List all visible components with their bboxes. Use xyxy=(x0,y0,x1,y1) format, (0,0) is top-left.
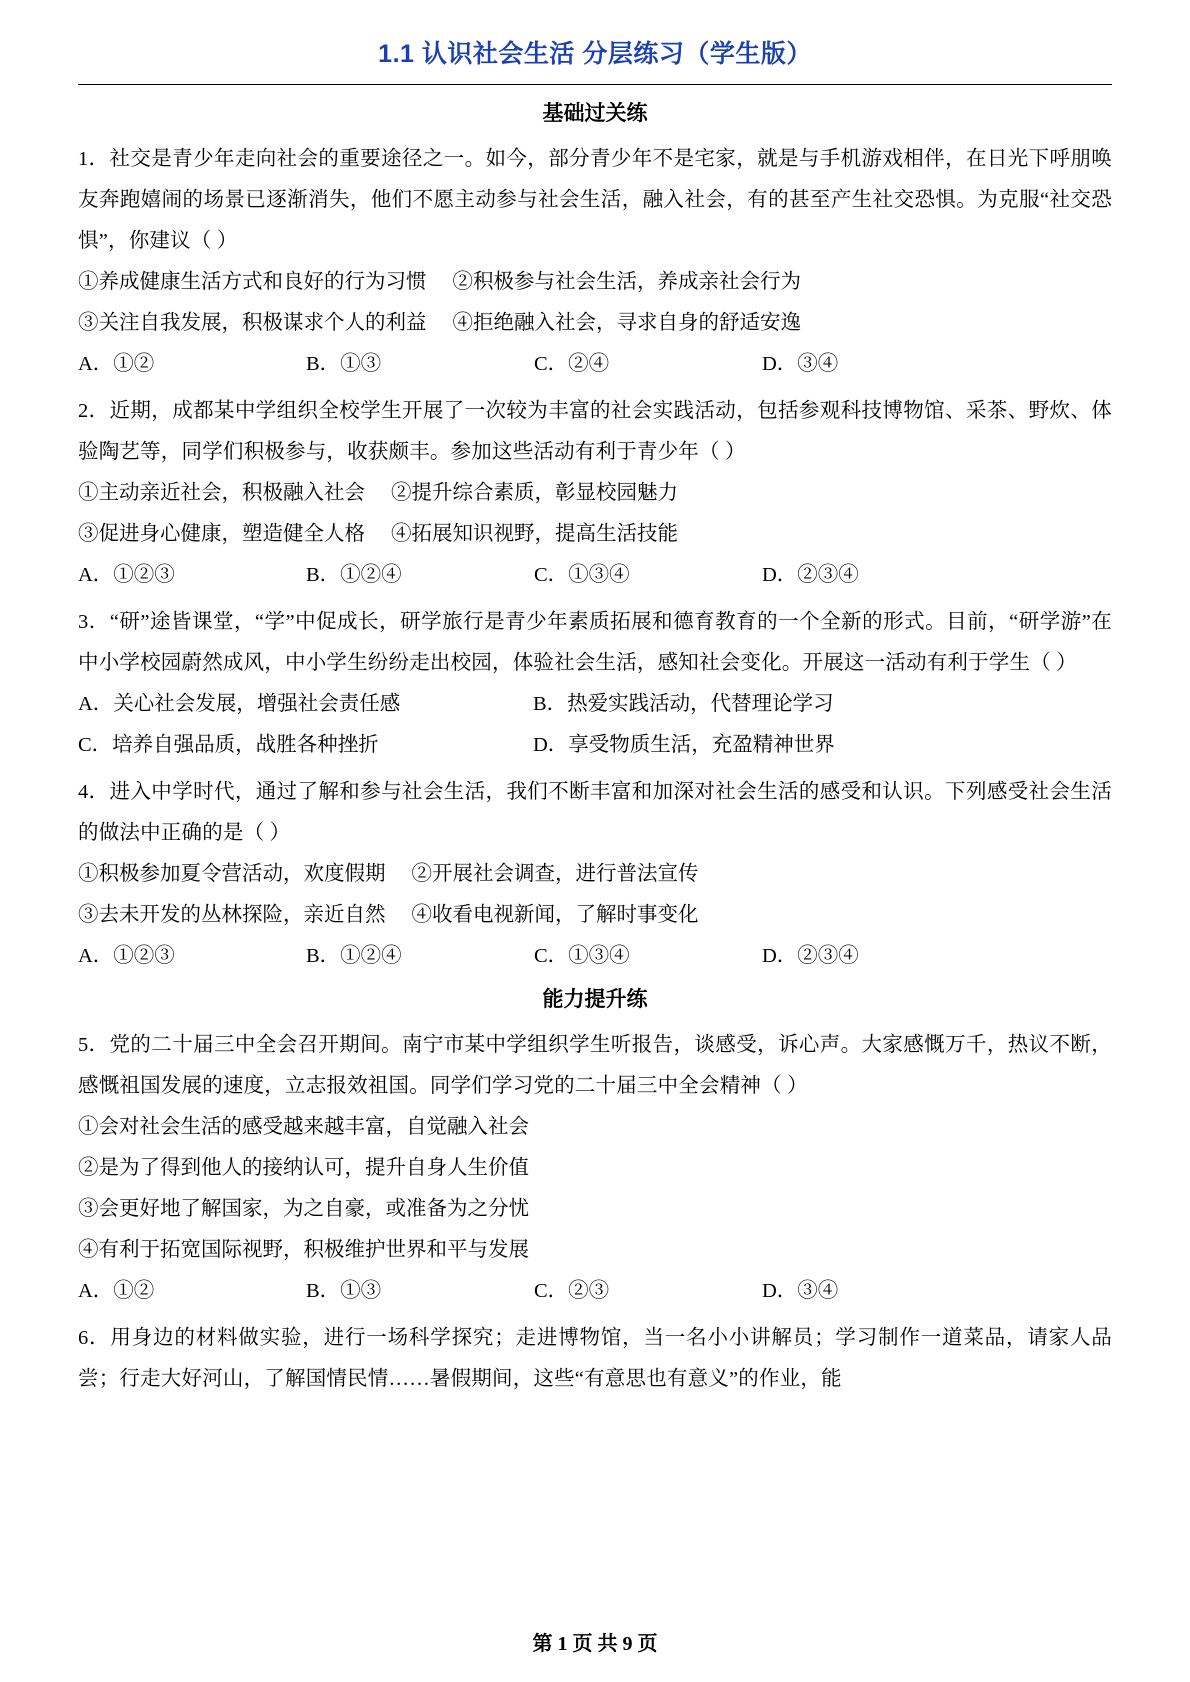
option-b[interactable]: B．①③ xyxy=(306,353,382,375)
subopt-right: ②提升综合素质，彰显校园魅力 xyxy=(391,482,678,504)
question-5 xyxy=(78,1025,1112,1312)
page-footer xyxy=(0,1627,1190,1656)
footer-page-number: 1 xyxy=(557,1633,568,1655)
option-c[interactable]: C．②④ xyxy=(534,353,610,375)
option-d[interactable]: D．③④ xyxy=(762,1280,839,1302)
subopt-left: ①养成健康生活方式和良好的行为习惯 xyxy=(78,271,427,293)
question-stem: 2．近期，成都某中学组织全校学生开展了一次较为丰富的社会实践活动，包括参观科技博物馆、采茶、野炊、体验陶艺等，同学们积极参与，收获颇丰。参加这些活动有利于青少年（ ） xyxy=(78,400,1112,463)
section-heading-basic: 基础过关练 xyxy=(542,102,648,125)
option-b[interactable]: B．①②④ xyxy=(306,945,402,967)
option-a[interactable]: A．①② xyxy=(78,353,155,375)
question-2 xyxy=(78,391,1112,596)
option-c[interactable]: C．①③④ xyxy=(534,564,630,586)
option-b[interactable]: B．热爱实践活动，代替理论学习 xyxy=(533,693,834,715)
subopt-right: ④拒绝融入社会，寻求自身的舒适安逸 xyxy=(452,312,801,334)
option-d[interactable]: D．②③④ xyxy=(762,945,859,967)
question-options xyxy=(78,1271,1112,1312)
subopt-left: ①积极参加夏令营活动，欢度假期 xyxy=(78,863,386,885)
question-subopt-row xyxy=(78,473,1112,514)
option-c[interactable]: C．②③ xyxy=(534,1280,610,1302)
question-options xyxy=(78,684,1112,725)
question-subopt-row xyxy=(78,514,1112,555)
question-options xyxy=(78,344,1112,385)
question-4 xyxy=(78,772,1112,977)
question-options xyxy=(78,555,1112,596)
title-divider xyxy=(78,84,1112,85)
question-subopt-line: ③会更好地了解国家，为之自豪，或准备为之分忧 xyxy=(78,1198,529,1220)
option-c[interactable]: C．培养自强品质，战胜各种挫折 xyxy=(78,734,379,756)
subopt-left: ③促进身心健康，塑造健全人格 xyxy=(78,523,365,545)
subopt-right: ②开展社会调查，进行普法宣传 xyxy=(411,863,699,885)
option-a[interactable]: A．①② xyxy=(78,1280,155,1302)
question-3 xyxy=(78,602,1112,766)
option-d[interactable]: D．②③④ xyxy=(762,564,859,586)
option-a[interactable]: A．①②③ xyxy=(78,564,175,586)
footer-mid: 页 共 xyxy=(572,1633,618,1655)
option-c[interactable]: C．①③④ xyxy=(534,945,630,967)
section-heading-advanced: 能力提升练 xyxy=(542,988,648,1011)
footer-prefix: 第 xyxy=(532,1633,553,1655)
question-options xyxy=(78,725,1112,766)
question-subopt-line: ①会对社会生活的感受越来越丰富，自觉融入社会 xyxy=(78,1116,529,1138)
question-stem: 1．社交是青少年走向社会的重要途径之一。如今，部分青少年不是宅家，就是与手机游戏相伴，在日光下呼朋唤友奔跑嬉闹的场景已逐渐消失，他们不愿主动参与社会生活，融入社会，有的甚至产生社交恐惧。为克服“社交恐惧”，你建议（ ） xyxy=(78,148,1112,252)
option-a[interactable]: A．关心社会发展，增强社会责任感 xyxy=(78,693,401,715)
option-b[interactable]: B．①③ xyxy=(306,1280,382,1302)
footer-suffix: 页 xyxy=(637,1633,658,1655)
question-subopt-row xyxy=(78,303,1112,344)
question-6 xyxy=(78,1318,1112,1400)
subopt-right: ④收看电视新闻，了解时事变化 xyxy=(411,904,699,926)
option-b[interactable]: B．①②④ xyxy=(306,564,402,586)
option-d[interactable]: D．③④ xyxy=(762,353,839,375)
subopt-left: ①主动亲近社会，积极融入社会 xyxy=(78,482,365,504)
question-subopt-row xyxy=(78,895,1112,936)
option-a[interactable]: A．①②③ xyxy=(78,945,175,967)
subopt-right: ②积极参与社会生活，养成亲社会行为 xyxy=(452,271,801,293)
option-d[interactable]: D．享受物质生活，充盈精神世界 xyxy=(533,734,835,756)
subopt-right: ④拓展知识视野，提高生活技能 xyxy=(391,523,678,545)
question-stem: 3．“研”途皆课堂，“学”中促成长，研学旅行是青少年素质拓展和德育教育的一个全新的形式。目前，“研学游”在中小学校园蔚然成风，中小学生纷纷走出校园，体验社会生活，感知社会变化。开展这一活动有利于学生（ ） xyxy=(78,611,1112,674)
question-options xyxy=(78,936,1112,977)
question-stem: 5．党的二十届三中全会召开期间。南宁市某中学组织学生听报告，谈感受，诉心声。大家感慨万千，热议不断，感慨祖国发展的速度，立志报效祖国。同学们学习党的二十届三中全会精神（ ） xyxy=(78,1034,1112,1097)
subopt-left: ③关注自我发展，积极谋求个人的利益 xyxy=(78,312,427,334)
question-subopt-line: ②是为了得到他人的接纳认可，提升自身人生价值 xyxy=(78,1157,529,1179)
question-subopt-line: ④有利于拓宽国际视野，积极维护世界和平与发展 xyxy=(78,1239,529,1261)
question-stem: 6．用身边的材料做实验，进行一场科学探究；走进博物馆，当一名小小讲解员；学习制作一道菜品，请家人品尝；行走大好河山，了解国情民情……暑假期间，这些“有意思也有意义”的作业，能 xyxy=(78,1327,1112,1390)
question-subopt-row xyxy=(78,262,1112,303)
question-1 xyxy=(78,139,1112,385)
footer-total-pages: 9 xyxy=(622,1633,633,1655)
question-stem: 4．进入中学时代，通过了解和参与社会生活，我们不断丰富和加深对社会生活的感受和认识。下列感受社会生活的做法中正确的是（ ） xyxy=(78,781,1112,844)
page-title: 1.1 认识社会生活 分层练习（学生版） xyxy=(378,40,812,68)
question-subopt-row xyxy=(78,854,1112,895)
subopt-left: ③去未开发的丛林探险，亲近自然 xyxy=(78,904,386,926)
